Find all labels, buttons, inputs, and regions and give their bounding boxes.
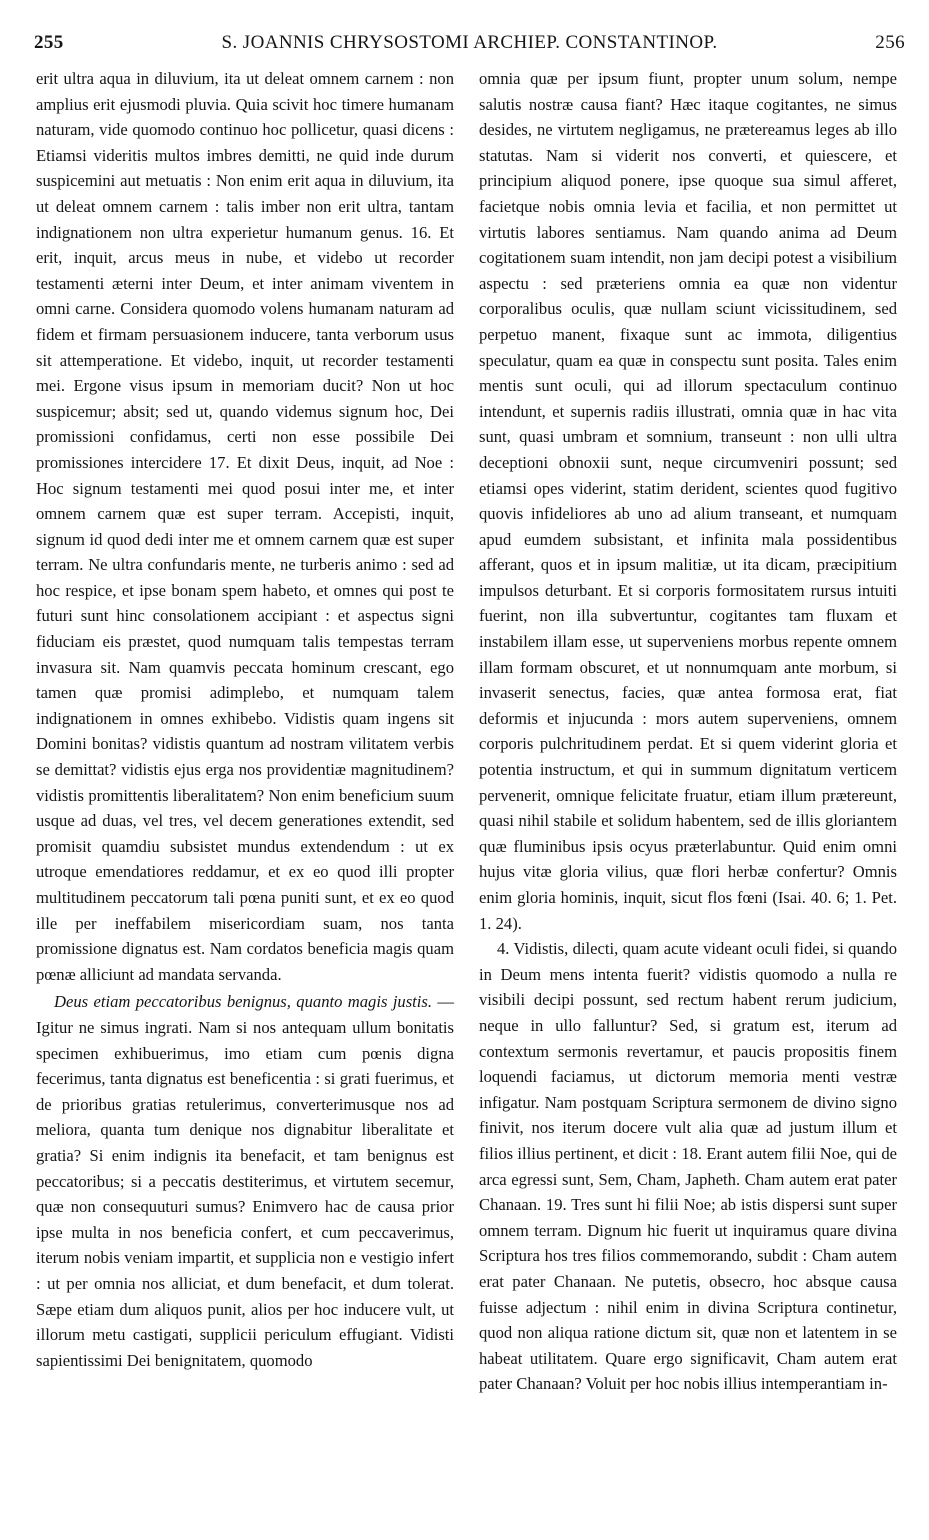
right-column [479,66,897,1397]
left-paragraph-2-text: — Igitur ne simus ingrati. Nam si nos antequam ullum bonitatis specimen exhibuerimus, imo etiam cum pœnis digna fecerimus, tanta dignatus est beneficentia : si grati fuerimus, et de prioribus gratias retulerimus, converterimusque nos ad meliora, quanta tum denique nos dignabitur liberalitate et gratia? Si enim indignis ita benefacit, et tam benignus est peccatoribus; si a peccatis destiterimus, et virtutem secemur, quæ non consequuturi sumus? Enimvero hac de causa prior ipse multa in nos beneficia confert, et cum peccaverimus, iterum nobis veniam impartit, et supplicia non e vestigio infert : ut per omnia nos alliciat, et dum benefacit, et dum tolerat. Sæpe etiam dum aliquos punit, alios per hoc inducere vult, ut illorum metu castigati, supplicii periculum effugiant. Vidisti sapientissimi Dei benignitatem, quomodo [36,992,454,1370]
page-number-right: 256 [875,32,905,53]
left-column [36,66,454,1373]
right-paragraph-2: 4. Vidistis, dilecti, quam acute videant oculi fidei, si quando in Deum mens intenta fuerit? vidistis quomodo a nulla re visibili decipi possunt, sed rectum habent rerum judicium, neque in ullo falluntur? Sed, si gratum est, iterum ad contextum sermonis revertamur, et paucis propositis finem loquendi faciamus, ut dictorum memoria menti vestræ infigatur. Nam postquam Scriptura sermonem de divino signo finivit, nos iterum docere vult alia quæ ad justum illum et filios illius pertinent, et dicit : 18. Erant autem filii Noe, qui de arca egressi sunt, Sem, Cham, Japheth. Cham autem erat pater Chanaan. 19. Tres sunt hi filii Noe; ab istis dispersi sunt super omnem terram. Dignum hic fuerit ut inquiramus quare divina Scriptura hos tres filios commemorando, subdit : Cham autem erat pater Chanaan. Ne putetis, obsecro, hoc absque causa fuisse adjectum : nihil enim in divina Scriptura continetur, quod non aliqua ratione dictum sit, quæ non et latentem in se habeat utilitatem. Quare ergo significavit, Cham autem erat pater Chanaan? Voluit per hoc nobis illius intemperantiam in- [479,939,897,1394]
running-title: S. JOANNIS CHRYSOSTOMI ARCHIEP. CONSTANTINOP. [221,32,718,53]
section-subheading: Deus etiam peccatoribus benignus, quanto magis justis. [54,992,433,1012]
left-paragraph-1: erit ultra aqua in diluvium, ita ut deleat omnem carnem : non amplius erit ejusmodi pluvia. Quia scivit hoc timere humanam naturam, vide quomodo continuo hoc pollicetur, quasi dicens : Etiamsi videritis multos imbres demitti, ne quid inde durum suspicemini aut metuatis : Non enim erit aqua in diluvium, ita ut deleat omnem carnem : talis imber non erit ultra, tantam indignationem non ultra experietur humanum genus. 16. Et erit, inquit, arcus meus in nube, et videbo ut recorder testamenti æterni inter Deum, et inter animam viventem in omni carne. Considera quomodo volens humanam naturam ad fidem et firmam persuasionem inducere, tanta verborum usus sit attemperatione. Et videbo, inquit, ut recorder testamenti mei. Ergone visus ipsum in memoriam ducit? Non ut hoc suspicemur; absit; sed ut, quando videmus signum hoc, Dei promissioni confidamus, certi non esse possibile Dei promissiones intercidere 17. Et dixit Deus, inquit, ad Noe : Hoc signum testamenti mei quod posui inter me, et inter omnem carnem quæ est super terram. Accepisti, inquit, signum id quod dedi inter me et omnem carnem quæ est super terram. Ne ultra confundaris mente, ne turberis animo : sed ad hoc respice, et ipse bonam spem habeto, et omnes qui post te futuri sunt hinc consolationem accipiant : et aspectus signi fiduciam eis præstet, quod numquam talis tempestas terram invasura sit. Nam quamvis peccata hominum crescant, ego tamen quæ promisi adimplebo, et numquam talem indignationem in omnes exhibebo. Vidistis quam ingens sit Domini bonitas? vidistis quantum ad nostram vilitatem verbis se demittat? vidistis ejus erga nos providentiæ magnitudinem? vidistis promittentis liberalitatem? Non enim beneficium suum usque ad duas, vel tres, vel decem generationes extendit, sed promisit quamdiu subsistet mundus extendendum : ut ex utroque emendatiores reddamur, et ex eo quod illi propter multitudinem peccatorum tali pœna puniti sunt, et ex eo quod ille per ineffabilem misericordiam suam, nos tanta promissione dignatus est. Nam cordatos beneficia magis quam pœnæ alliciunt ad mandata servanda. [36,69,454,984]
left-paragraph-2 [36,989,454,1373]
right-paragraph-1: omnia quæ per ipsum fiunt, propter unum solum, nempe salutis nostræ causa fiant? Hæc itaque cogitantes, ne simus desides, ne virtutem negligamus, ne prætereamus leges ab illo statutas. Nam si viderit nos converti, et quiescere, et principium aliquod ponere, ipse quoque sua simul afferet, facietque nobis omnia levia et facilia, et non permittet ut virtutis labores sentiamus. Nam quando anima ad Deum cogitationem suam intendit, non jam decipi potest a visibilium aspectu : sed præteriens omnia ea quæ non videntur corporalibus oculis, quæ nullam sciunt vicissitudinem, sed perpetuo manent, fixaque sunt ac immota, diligentius speculatur, quam ea quæ in conspectu sunt posita. Tales enim mentis sunt oculi, qui ad illorum spectaculum continuo intendunt, et supernis radiis illustrati, omnia quæ in hac vita sunt, quasi umbram et somnium, transeunt : non ulli ultra deceptioni obnoxii sunt, neque circumveniri possunt; sed etiamsi opes viderint, statim derident, scientes quod fugitivo quovis infideliores ab uno ad alium transeant, et numquam apud eumdem subsistant, et infinita mala possidentibus afferant, quos et in ipsum malitiæ, ut ita dicam, præcipitium impulsos deturbant. Et si corporis formositatem rursus intuiti fuerint, non illa subvertuntur, cogitantes tam fluxam et instabilem illam esse, ut superveniens morbus repente omnem illam formam obscuret, et ut nonnumquam ante morbum, si invaserit senectus, facies, quæ antea formosa erat, fiat deformis et injucunda : mors autem superveniens, omnem corporis pulchritudinem perdat. Et si quem viderint gloria et potentia instructum, et qui in summum dignitatum verticem pervenerit, omnique felicitate fruatur, etiam illum prætereunt, quasi nihil stabile et solidum habentem, sed de illis gloriantem quæ fluminibus ipsis ocyus præterlabuntur. Quid enim omni hujus vitæ gloria vilius, quæ flori herbæ confertur? Omnis enim gloria hominis, inquit, sicut flos fœni (Isai. 40. 6; 1. Pet. 1. 24). [479,69,897,933]
page-number-left: 255 [34,32,64,53]
running-header [34,32,905,58]
